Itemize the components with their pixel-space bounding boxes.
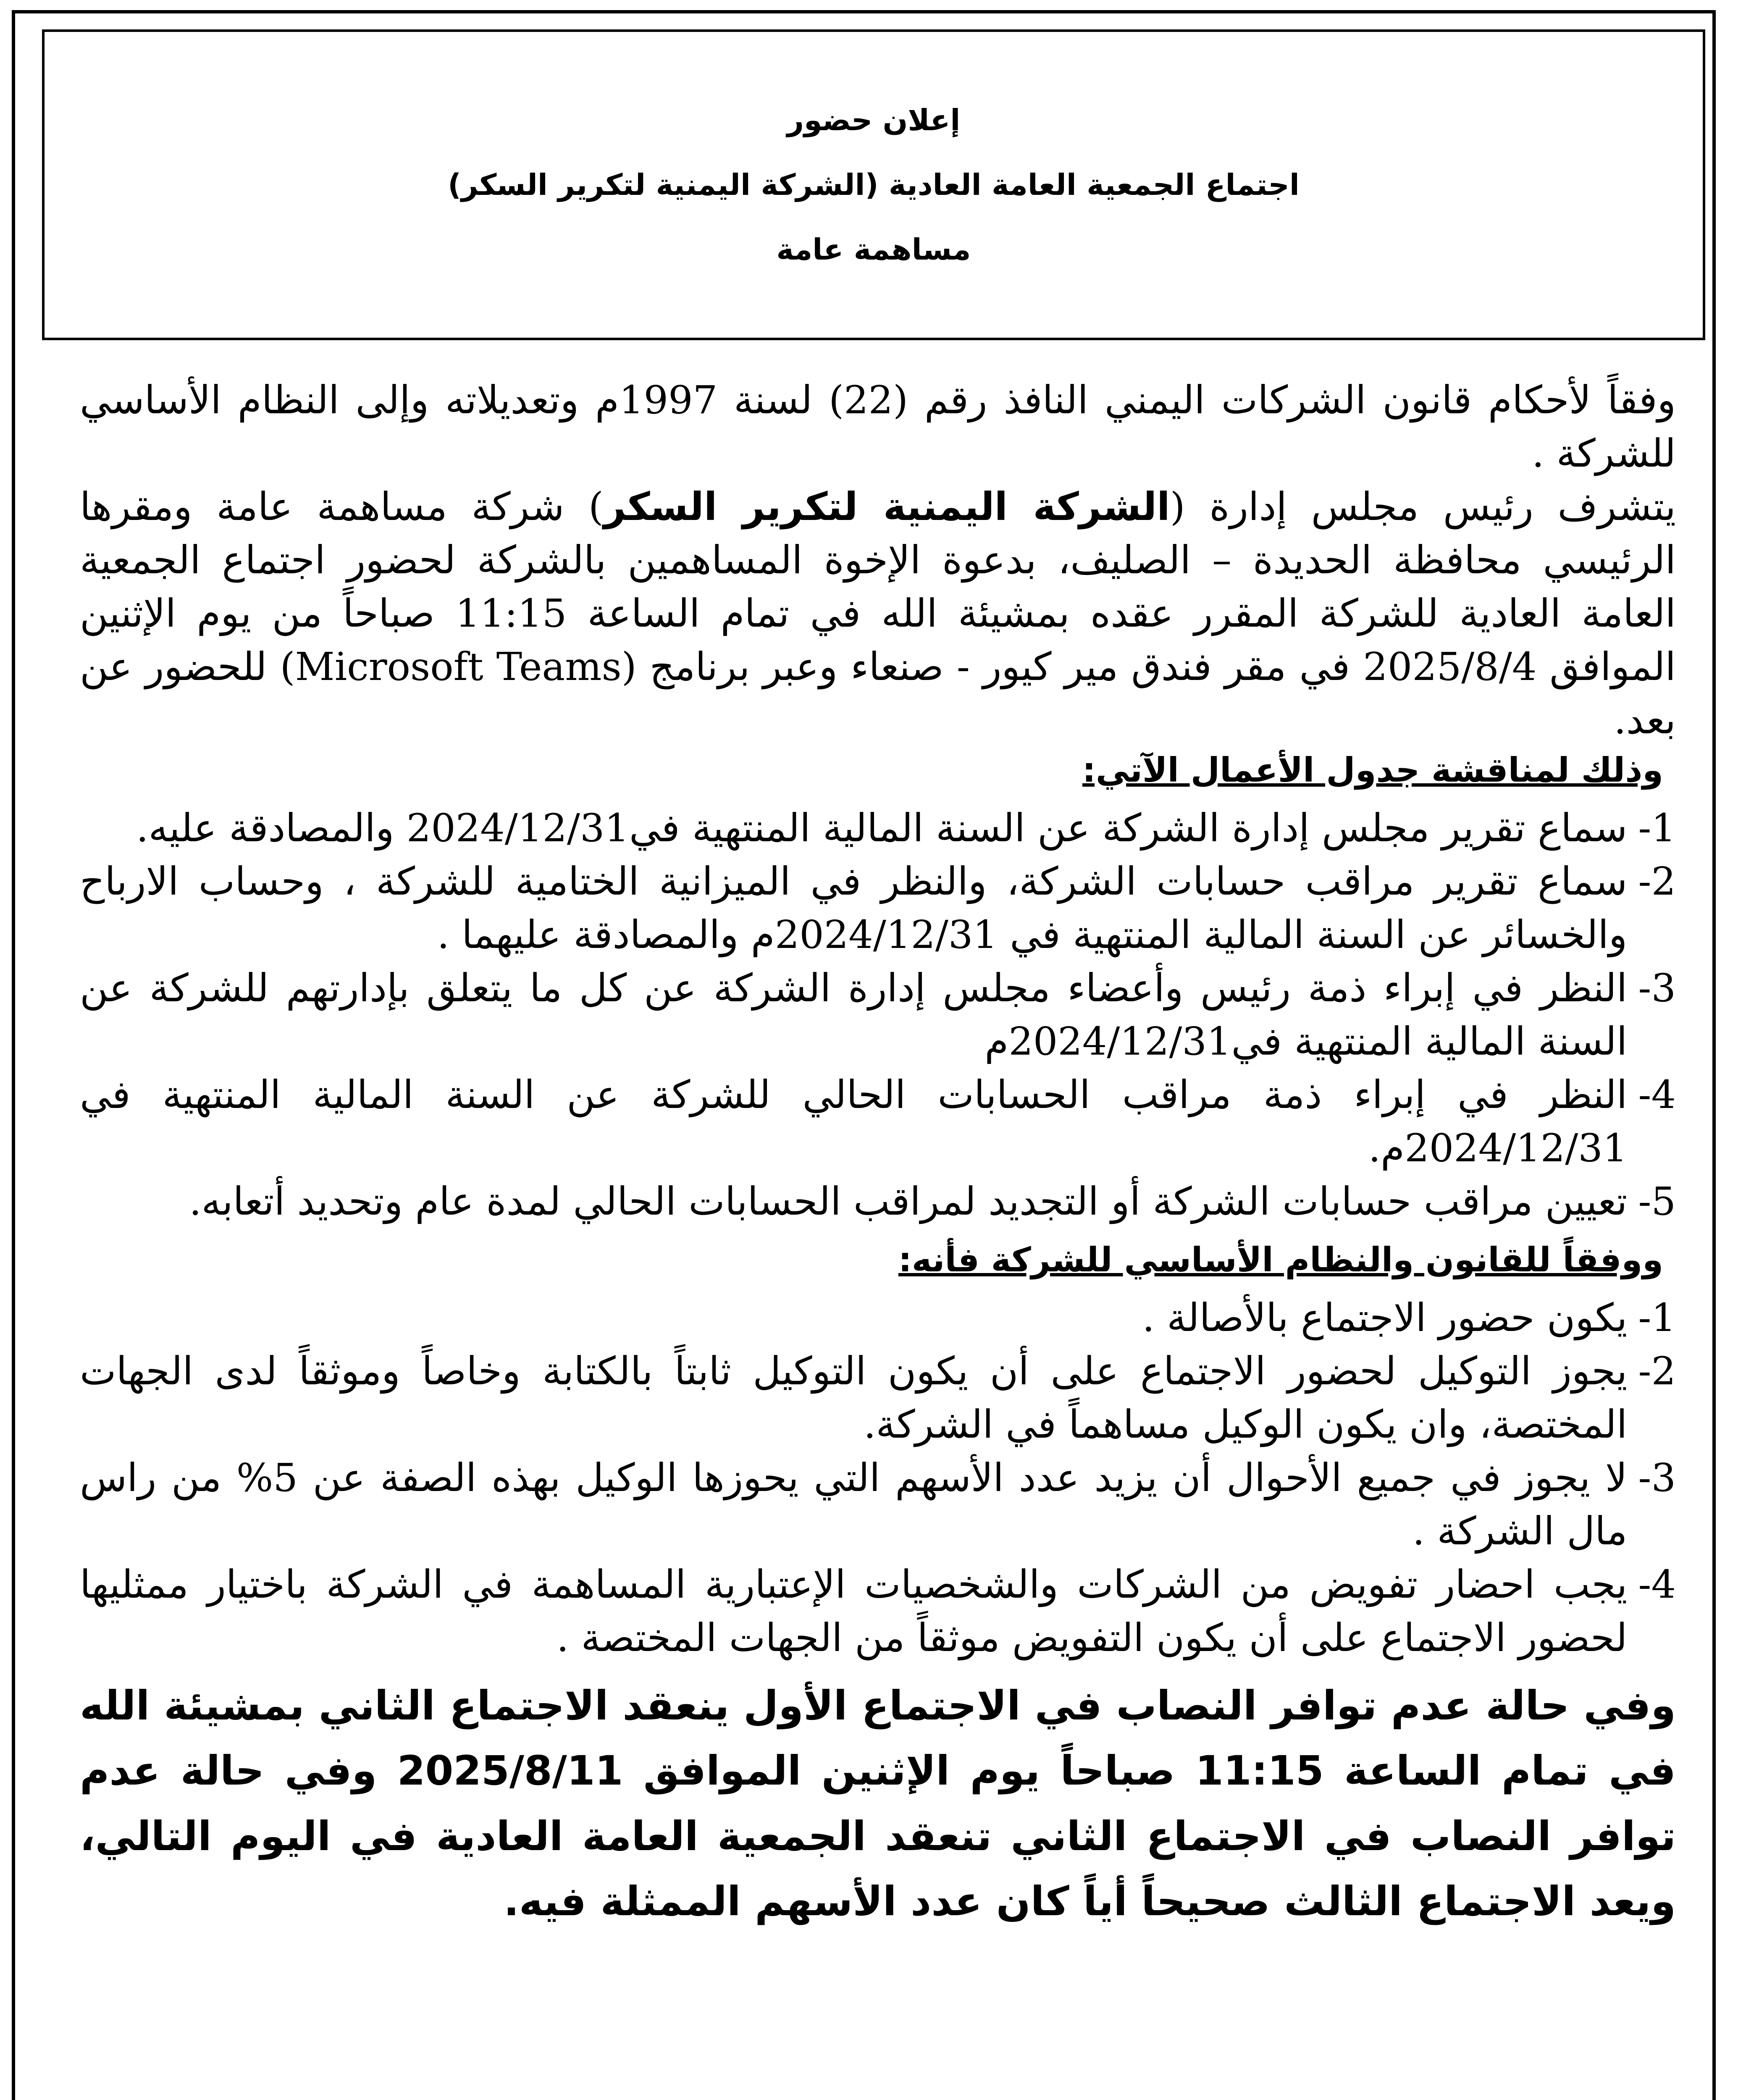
agenda-item-text: النظر في إبراء ذمة مراقب الحسابات الحالي للشركة عن السنة المالية المنتهية في 2024/12/31م. [80,1072,1628,1171]
agenda-item-number: 3- [1638,965,1676,1011]
announcement-header [42,29,1705,340]
agenda-heading: وذلك لمناقشة جدول الأعمال الآتي: [1082,750,1663,790]
agenda-item-text: النظر في إبراء ذمة رئيس وأعضاء مجلس إدارة الشركة عن كل ما يتعلق بإدارتهم للشركة عن السنة المالية المنتهية في2024/12/31م [80,965,1628,1064]
header-title: إعلان حضور [787,103,961,137]
rule-item-text: يجوز التوكيل لحضور الاجتماع على أن يكون التوكيل ثابتاً بالكتابة وخاصاً وموثقاً لدى الجهات المختصة، وان يكون الوكيل مساهماً في الشركة. [80,1349,1628,1447]
agenda-list [80,802,1676,1228]
agenda-item-text: سماع تقرير مراقب حسابات الشركة، والنظر في الميزانية الختامية للشركة ، وحساب الارباح والخسائر عن السنة المالية المنتهية في 2024/12/31م والمصادقة عليهما . [80,859,1628,957]
agenda-item [80,1068,1676,1175]
rules-heading: ووفقاً للقانون والنظام الأساسي للشركة فأنه: [898,1240,1663,1279]
agenda-item-number: 1- [1638,806,1676,851]
rule-item [80,1292,1676,1345]
rule-item-number: 1- [1638,1295,1676,1341]
header-meeting-title: اجتماع الجمعية العامة العادية (الشركة اليمنية لتكرير السكر) [448,168,1300,202]
company-name: الشركة اليمنية لتكرير السكر [603,484,1170,529]
rule-item [80,1558,1676,1665]
agenda-item [80,855,1676,962]
invitation-text-rest: ) شركة مساهمة عامة ومقرها الرئيسي محافظة الحديدة – الصليف، بدعوة الإخوة المساهمين بالشركة لحضور اجتماع الجمعية العامة العادية للشركة المقرر عقده بمشيئة الله في تمام الساعة 11:15 صباحاً من يوم الإثنين الموافق 2025/8/4 في مقر فندق مير كيور - صنعاء وعبر برنامج (Microsoft Teams) للحضور عن بعد. [80,484,1676,743]
agenda-item-number: 5- [1638,1179,1676,1224]
rule-item-text: لا يجوز في جميع الأحوال أن يزيد عدد الأسهم التي يحوزها الوكيل بهذه الصفة عن 5% من راس مال الشركة . [80,1455,1628,1554]
announcement-body [80,374,1676,1935]
agenda-item [80,1175,1676,1228]
intro-paragraph-invitation [80,480,1676,747]
rule-item-text: يكون حضور الاجتماع بالأصالة . [1142,1295,1628,1341]
rule-item-number: 2- [1638,1349,1676,1394]
invitation-text-start: يتشرف رئيس مجلس إدارة ( [1170,484,1676,529]
rule-item [80,1452,1676,1558]
agenda-item [80,962,1676,1068]
agenda-item-text: تعيين مراقب حسابات الشركة أو التجديد لمراقب الحسابات الحالي لمدة عام وتحديد أتعابه. [189,1179,1628,1224]
agenda-item-number: 2- [1638,859,1676,904]
agenda-item-text: سماع تقرير مجلس إدارة الشركة عن السنة المالية المنتهية في2024/12/31 والمصادقة عليه. [136,806,1628,851]
rule-item-number: 3- [1638,1455,1676,1500]
intro-paragraph-law: وفقاً لأحكام قانون الشركات اليمني النافذ رقم (22) لسنة 1997م وتعديلاته وإلى النظام الأساسي للشركة . [80,378,1676,476]
agenda-item-number: 4- [1638,1072,1676,1117]
rule-item-text: يجب احضار تفويض من الشركات والشخصيات الإعتبارية المساهمة في الشركة باختيار ممثليها لحضور الاجتماع على أن يكون التفويض موثقاً من الجهات المختصة . [80,1562,1628,1660]
header-company-type: مساهمة عامة [776,232,971,267]
rule-item-number: 4- [1638,1562,1676,1607]
rule-item [80,1345,1676,1452]
quorum-notice: وفي حالة عدم توافر النصاب في الاجتماع الأول ينعقد الاجتماع الثاني بمشيئة الله في تمام الساعة 11:15 صباحاً يوم الإثنين الموافق 2025/8/11 وفي حالة عدم توافر النصاب في الاجتماع الثاني تنعقد الجمعية العامة العادية في اليوم التالي، ويعد الاجتماع الثالث صحيحاً أياً كان عدد الأسهم الممثلة فيه. [80,1682,1676,1925]
agenda-item [80,802,1676,855]
rules-list [80,1292,1676,1665]
